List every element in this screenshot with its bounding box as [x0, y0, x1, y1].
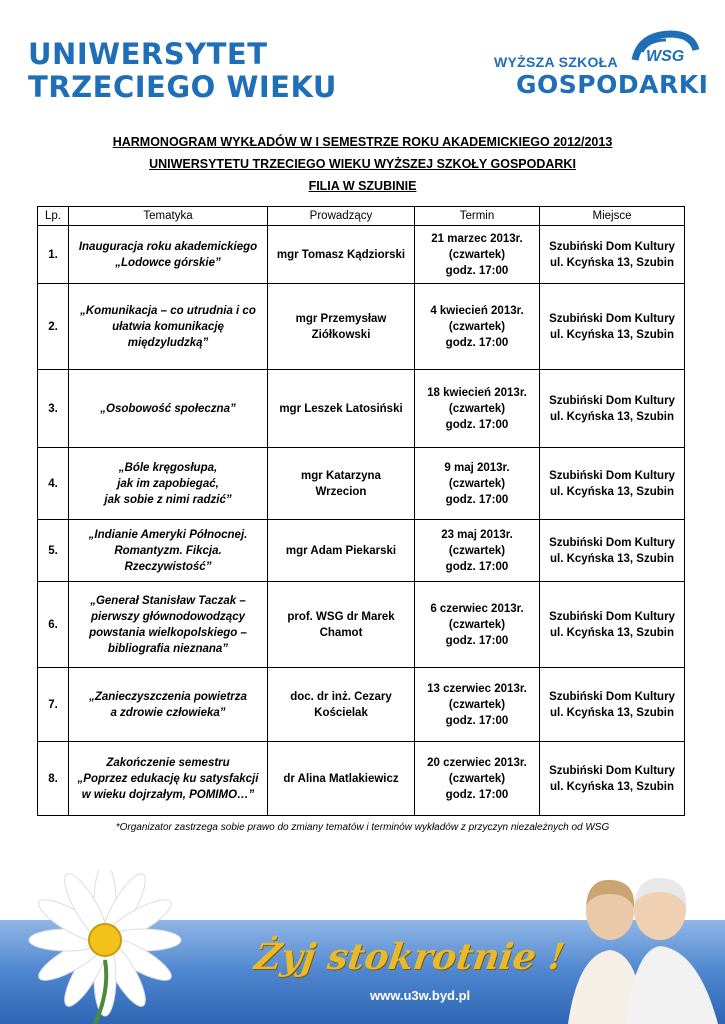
row-topic [69, 668, 268, 742]
row-term-line: 6 czerwiec 2013r. [430, 602, 524, 615]
table-row [38, 520, 685, 582]
row-lecturer [268, 520, 415, 582]
table-row [38, 668, 685, 742]
row-term-line: (czwartek) [448, 402, 506, 415]
row-lecturer-line: dr Alina Matlakiewicz [283, 772, 399, 785]
row-place-line: ul. Kcyńska 13, Szubin [550, 552, 674, 565]
row-term-line: (czwartek) [448, 698, 506, 711]
row-topic-line: „Indianie Ameryki Północnej. [88, 528, 248, 541]
row-term-line: godz. 17:00 [445, 418, 509, 431]
header-lecturer: Prowadzący [268, 207, 415, 226]
table-header-row [38, 207, 685, 226]
table-row [38, 448, 685, 520]
row-place-line: Szubiński Dom Kultury [549, 610, 675, 623]
row-lecturer [268, 226, 415, 284]
row-number: 4. [38, 448, 69, 520]
row-place [540, 668, 685, 742]
row-place [540, 370, 685, 448]
row-place-line: ul. Kcyńska 13, Szubin [550, 256, 674, 269]
row-term [415, 370, 540, 448]
row-term [415, 448, 540, 520]
row-topic-line: jak im zapobiegać, [117, 477, 219, 490]
row-topic-line: „Osobowość społeczna” [100, 402, 236, 415]
bottom-banner [0, 870, 725, 1024]
row-term [415, 582, 540, 668]
row-term-line: (czwartek) [448, 544, 506, 557]
seniors-photo-icon [548, 870, 725, 1024]
row-term-line: 21 marzec 2013r. [431, 232, 523, 245]
wsg-logo-line1: WYŻSZA SZKOŁA [494, 54, 618, 70]
row-topic-line: a zdrowie człowieka” [110, 706, 226, 719]
row-place-line: ul. Kcyńska 13, Szubin [550, 706, 674, 719]
doc-title-line1: HARMONOGRAM WYKŁADÓW W I SEMESTRZE ROKU AKADEMICKIEGO 2012/2013 [112, 135, 613, 149]
row-lecturer-line: mgr Tomasz Kądziorski [276, 248, 406, 261]
row-lecturer-line: doc. dr inż. Cezary [290, 690, 392, 703]
row-term-line: (czwartek) [448, 248, 506, 261]
row-term-line: (czwartek) [448, 320, 506, 333]
row-topic-line: Romantyzm. Fikcja. [114, 544, 222, 557]
table-row [38, 284, 685, 370]
row-term-line: godz. 17:00 [445, 634, 509, 647]
row-term [415, 668, 540, 742]
row-lecturer-line: Wrzecion [315, 485, 367, 498]
banner-url: www.u3w.byd.pl [370, 988, 471, 1003]
table-row [38, 226, 685, 284]
row-term-line: (czwartek) [448, 477, 506, 490]
row-place-line: Szubiński Dom Kultury [549, 764, 675, 777]
row-number: 5. [38, 520, 69, 582]
table-row [38, 582, 685, 668]
row-term [415, 520, 540, 582]
row-place [540, 582, 685, 668]
row-place [540, 742, 685, 816]
banner-slogan: Żyj stokrotnie ! [252, 936, 568, 978]
row-lecturer [268, 448, 415, 520]
footnote: *Organizator zastrzega sobie prawo do zmiany tematów i terminów wykładów z przyczyn niezależnych od WSG [115, 822, 610, 833]
row-place-line: ul. Kcyńska 13, Szubin [550, 780, 674, 793]
row-place [540, 284, 685, 370]
row-lecturer [268, 742, 415, 816]
row-topic-line: „Poprzez edukację ku satysfakcji [77, 772, 259, 785]
row-place-line: Szubiński Dom Kultury [549, 469, 675, 482]
row-place-line: ul. Kcyńska 13, Szubin [550, 328, 674, 341]
row-topic-line: bibliografia nieznana” [107, 642, 229, 655]
row-lecturer [268, 582, 415, 668]
row-place [540, 520, 685, 582]
header-place: Miejsce [540, 207, 685, 226]
row-lecturer-line: Ziółkowski [311, 328, 371, 341]
row-term-line: 20 czerwiec 2013r. [427, 756, 527, 769]
header-term: Termin [415, 207, 540, 226]
row-lecturer-line: mgr Adam Piekarski [285, 544, 397, 557]
row-topic [69, 370, 268, 448]
schedule-table [37, 206, 685, 816]
row-place-line: Szubiński Dom Kultury [549, 394, 675, 407]
row-term-line: 23 maj 2013r. [441, 528, 513, 541]
row-number: 6. [38, 582, 69, 668]
row-term-line: (czwartek) [448, 618, 506, 631]
row-term-line: 13 czerwiec 2013r. [427, 682, 527, 695]
row-place-line: ul. Kcyńska 13, Szubin [550, 626, 674, 639]
row-lecturer [268, 370, 415, 448]
row-lecturer-line: prof. WSG dr Marek [287, 610, 395, 623]
row-topic [69, 520, 268, 582]
row-topic-line: Zakończenie semestru [106, 756, 230, 769]
row-term-line: godz. 17:00 [445, 714, 509, 727]
row-topic [69, 226, 268, 284]
row-term-line: 18 kwiecień 2013r. [427, 386, 527, 399]
row-place-line: Szubiński Dom Kultury [549, 312, 675, 325]
row-place-line: Szubiński Dom Kultury [549, 690, 675, 703]
row-number: 8. [38, 742, 69, 816]
row-term-line: godz. 17:00 [445, 264, 509, 277]
table-row [38, 742, 685, 816]
row-place-line: Szubiński Dom Kultury [549, 536, 675, 549]
doc-title-line2: UNIWERSYTETU TRZECIEGO WIEKU WYŻSZEJ SZKOŁY GOSPODARKI [149, 157, 576, 171]
header-topic: Tematyka [69, 207, 268, 226]
row-number: 2. [38, 284, 69, 370]
row-number: 7. [38, 668, 69, 742]
row-number: 1. [38, 226, 69, 284]
row-term-line: 4 kwiecień 2013r. [430, 304, 524, 317]
row-term-line: godz. 17:00 [445, 493, 509, 506]
row-topic-line: międzyludzką” [127, 336, 209, 349]
row-term [415, 284, 540, 370]
row-term [415, 742, 540, 816]
row-place-line: Szubiński Dom Kultury [549, 240, 675, 253]
wsg-logo [490, 30, 709, 100]
u3w-logo-line2: TRZECIEGO WIEKU [28, 70, 337, 104]
row-number: 3. [38, 370, 69, 448]
row-topic-line: powstania wielkopolskiego – [89, 626, 247, 639]
row-topic-line: Rzeczywistość” [124, 560, 212, 573]
row-topic-line: Inauguracja roku akademickiego [78, 240, 258, 253]
row-term-line: (czwartek) [448, 772, 506, 785]
row-topic-line: „Zanieczyszczenia powietrza [89, 690, 247, 703]
row-place [540, 226, 685, 284]
row-topic-line: „Bóle kręgosłupa, [118, 461, 218, 474]
row-term-line: godz. 17:00 [445, 560, 509, 573]
wsg-logo-badge: WSG [646, 48, 685, 65]
row-topic-line: „Komunikacja – co utrudnia i co [80, 304, 256, 317]
table-body [38, 226, 685, 816]
u3w-logo [28, 37, 337, 104]
row-place-line: ul. Kcyńska 13, Szubin [550, 485, 674, 498]
row-topic-line: pierwszy głównodowodzący [91, 610, 245, 623]
row-topic [69, 448, 268, 520]
row-term-line: godz. 17:00 [445, 336, 509, 349]
row-lecturer-line: mgr Przemysław [295, 312, 387, 325]
row-lecturer-line: mgr Katarzyna [301, 469, 381, 482]
row-term [415, 226, 540, 284]
row-topic [69, 742, 268, 816]
row-lecturer-line: mgr Leszek Latosiński [279, 402, 403, 415]
doc-title-line3: FILIA W SZUBINIE [308, 179, 417, 193]
row-topic-line: w wieku dojrzałym, POMIMO…” [81, 788, 255, 801]
row-lecturer-line: Chamot [319, 626, 363, 639]
row-topic-line: „Generał Stanisław Taczak – [90, 594, 246, 607]
row-topic-line: „Lodowce górskie” [115, 256, 221, 269]
row-term-line: godz. 17:00 [445, 788, 509, 801]
row-topic [69, 582, 268, 668]
daisy-flower-icon [0, 870, 220, 1024]
row-term-line: 9 maj 2013r. [444, 461, 510, 474]
row-place-line: ul. Kcyńska 13, Szubin [550, 410, 674, 423]
row-lecturer [268, 668, 415, 742]
row-place [540, 448, 685, 520]
row-topic-line: jak sobie z nimi radzić” [104, 493, 232, 506]
row-topic-line: ułatwia komunikację [112, 320, 224, 333]
row-lecturer-line: Kościelak [314, 706, 368, 719]
wsg-logo-line2: GOSPODARKI [516, 70, 709, 99]
u3w-logo-line1: UNIWERSYTET [28, 37, 268, 71]
row-lecturer [268, 284, 415, 370]
header-lp: Lp. [38, 207, 69, 226]
table-row [38, 370, 685, 448]
row-topic [69, 284, 268, 370]
